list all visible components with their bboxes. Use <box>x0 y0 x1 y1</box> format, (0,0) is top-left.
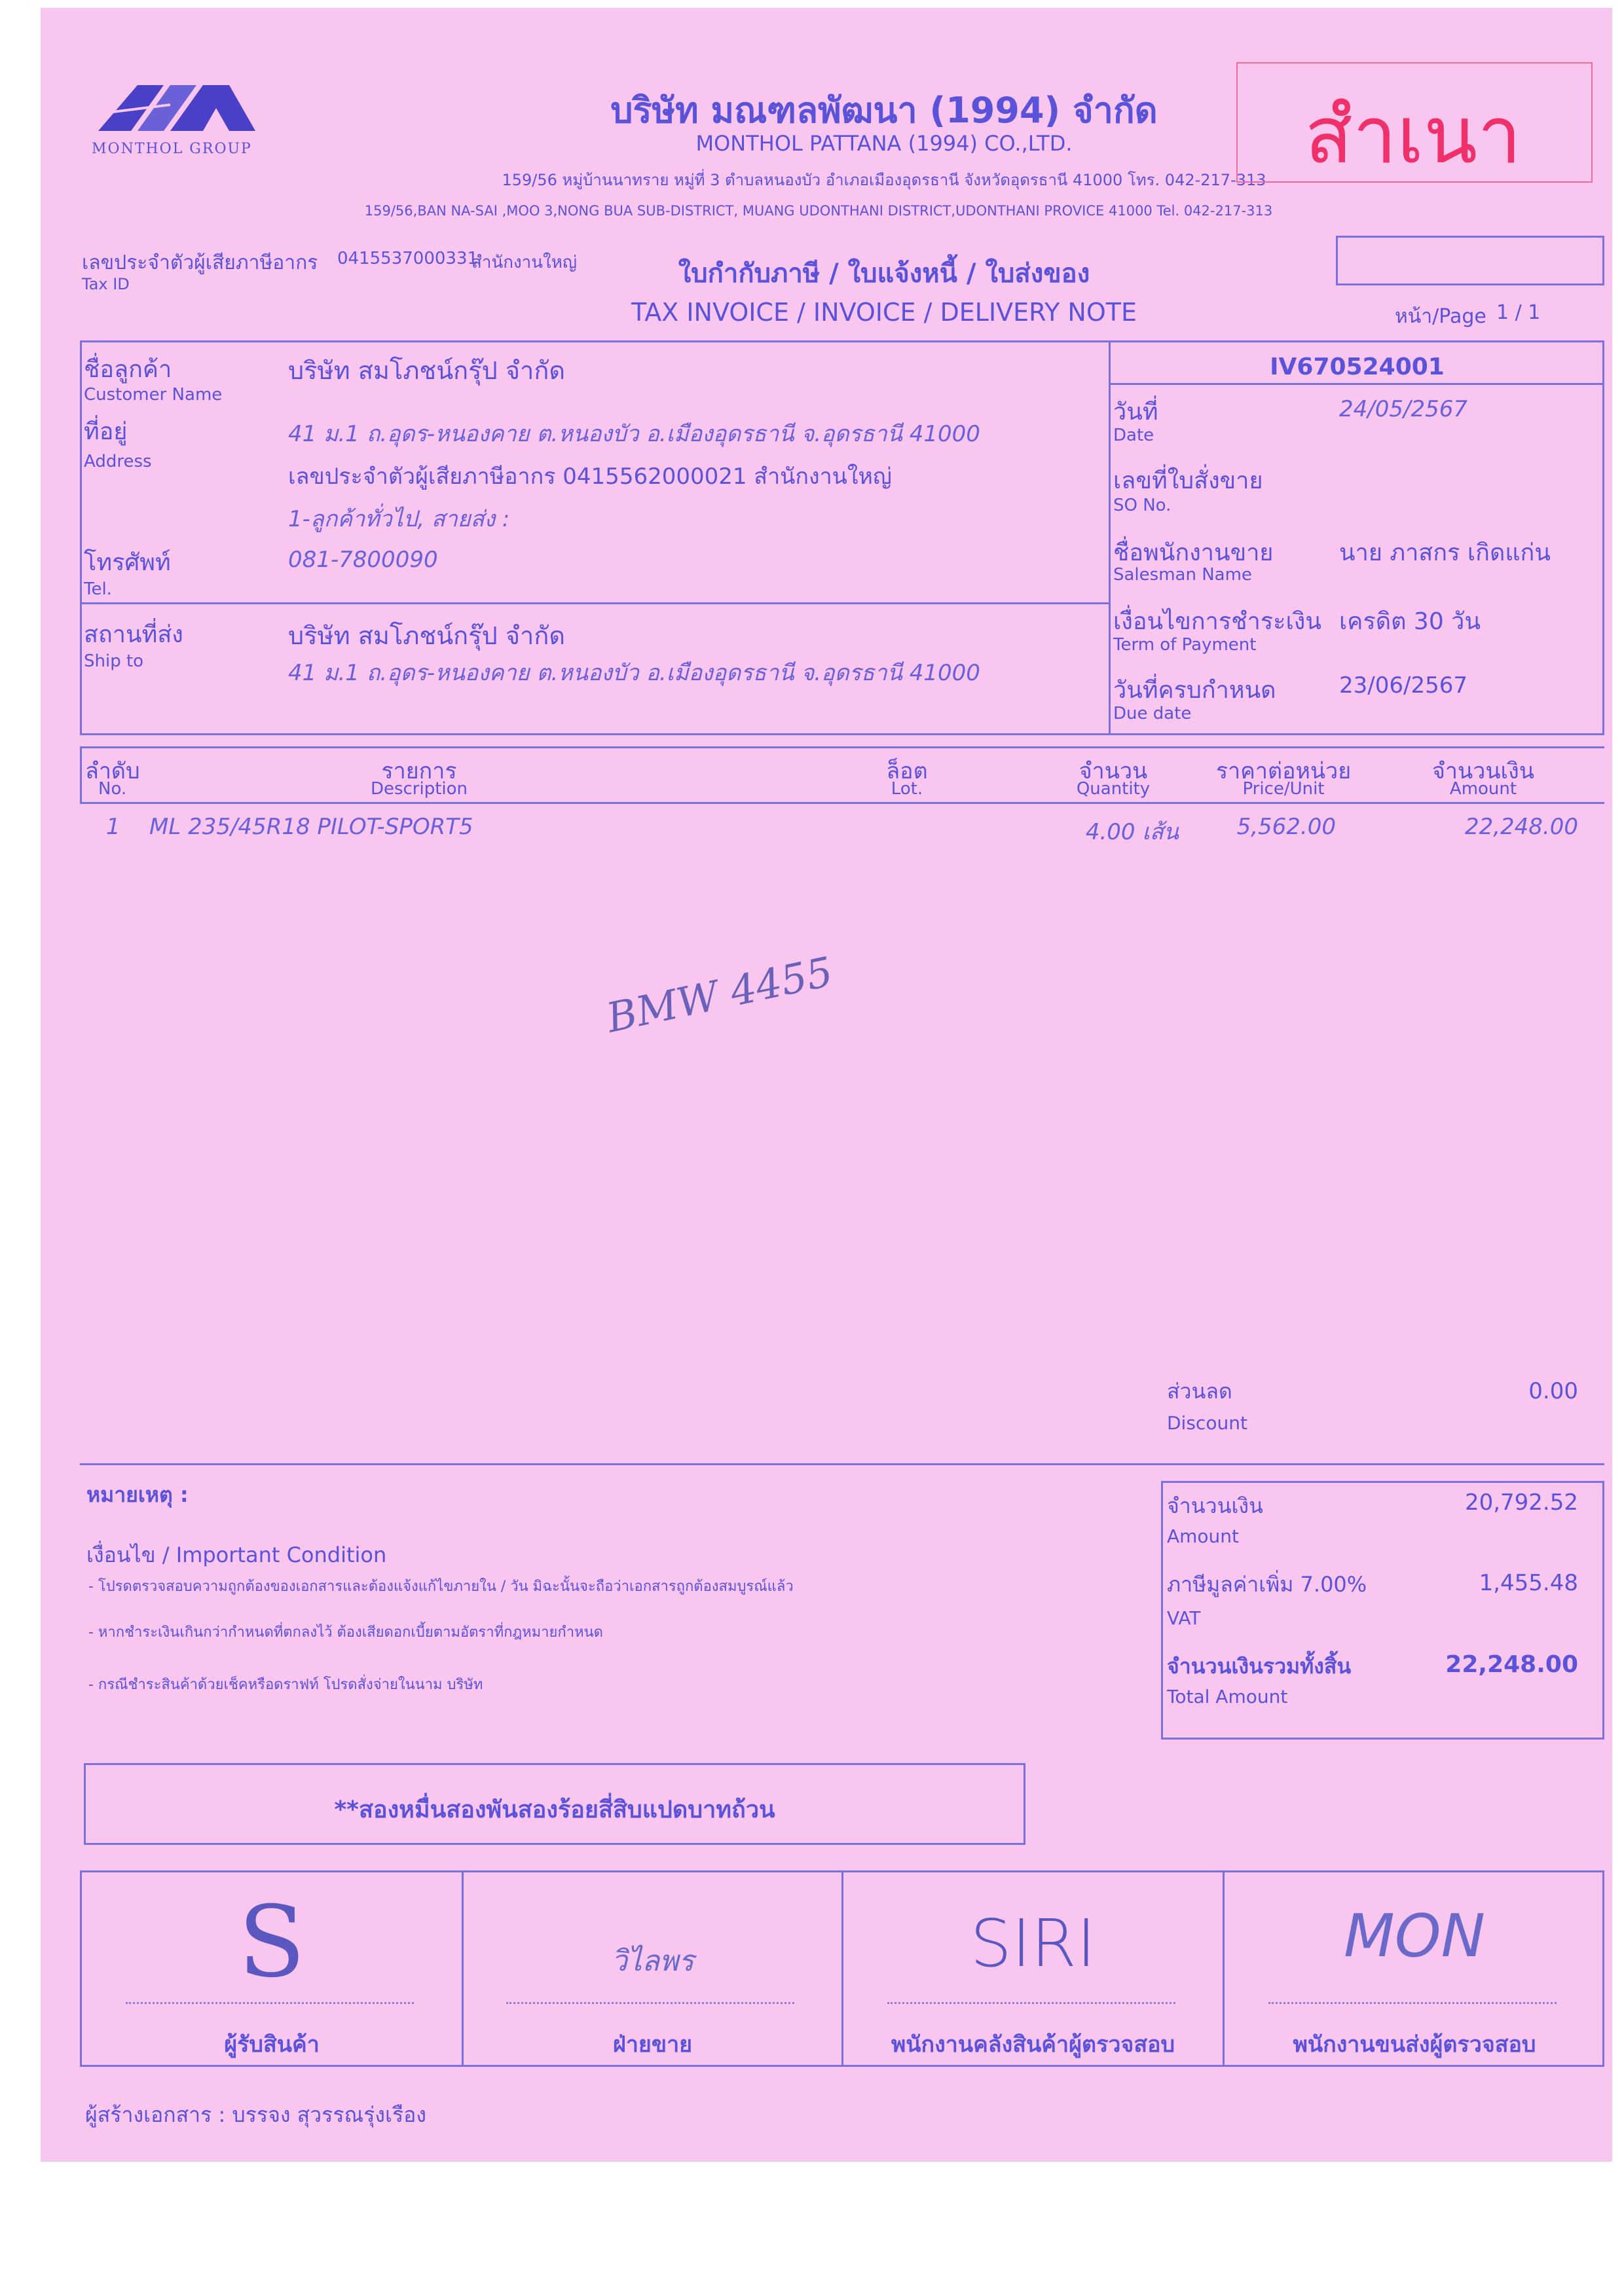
items-header-bottom <box>80 802 1604 804</box>
items-header-top <box>80 746 1604 748</box>
col-no-en: No. <box>98 779 127 799</box>
item-no: 1 <box>106 814 120 840</box>
discount-value: 0.00 <box>1528 1378 1578 1404</box>
ship-divider <box>80 602 1110 604</box>
col-qty-th: จำนวน <box>1079 758 1148 784</box>
col-lot-th: ล็อต <box>886 758 928 784</box>
customer-name-label-th: ชื่อลูกค้า <box>84 356 172 383</box>
doc-number: IV670524001 <box>1270 354 1445 380</box>
ship-label-en: Ship to <box>84 651 144 671</box>
item-description: ML 235/45R18 PILOT-SPORT5 <box>149 814 473 840</box>
sig-label-transport: พนักงานขนส่งผู้ตรวจสอบ <box>1293 2032 1536 2058</box>
col-qty-en: Quantity <box>1076 779 1151 799</box>
handwritten-note: BMW 4455 <box>602 947 837 1042</box>
company-logo-icon <box>92 79 255 151</box>
total-value: 22,248.00 <box>1445 1651 1578 1678</box>
date-label-th: วันที่ <box>1113 399 1158 426</box>
customer-tel: 081-7800090 <box>288 547 438 573</box>
term-label-th: เงื่อนไขการชำระเงิน <box>1113 608 1321 635</box>
company-name-en: MONTHOL PATTANA (1994) CO.,LTD. <box>695 131 1073 156</box>
tax-id-label-th: เลขประจำตัวผู้เสียภาษีอากร <box>82 251 318 274</box>
col-amount-en: Amount <box>1449 779 1517 799</box>
so-label-th: เลขที่ใบสั่งขาย <box>1113 467 1263 494</box>
salesman-label-en: Salesman Name <box>1113 565 1252 585</box>
ship-name: บริษัท สมโภชน์กรุ๊ป จำกัด <box>288 621 566 650</box>
sig-scrawl-4: MON <box>1344 1902 1485 1971</box>
customer-address-line1: 41 ม.1 ถ.อุดร-หนองคาย ต.หนองบัว อ.เมืองอุดรธานี จ.อุดรธานี 41000 <box>288 421 980 447</box>
items-header-left <box>80 746 82 804</box>
blank-box <box>1336 236 1604 285</box>
item-amount: 22,248.00 <box>1464 814 1578 840</box>
amount-in-words: **สองหมื่นสองพันสองร้อยสี่สิบแปดบาทถ้วน <box>334 1796 775 1823</box>
company-address-en: 159/56,BAN NA-SAI ,MOO 3,NONG BUA SUB-DISTRICT, MUANG UDONTHANI DISTRICT,UDONTHANI PROVICE 41000 Tel. 042-217-313 <box>364 203 1273 219</box>
date-value: 24/05/2567 <box>1339 396 1467 422</box>
address-label-en: Address <box>84 452 152 471</box>
due-label-th: วันที่ครบกำหนด <box>1113 677 1276 704</box>
tax-id-branch: สำนักงานใหญ่ <box>471 253 578 272</box>
total-label-th: จำนวนเงินรวมทั้งสิ้น <box>1167 1654 1352 1679</box>
condition-1: - โปรดตรวจสอบความถูกต้องของเอกสารและต้องแจ้งแก้ไขภายใน / วัน มิฉะนั้นจะถือว่าเอกสารถูกต้องสมบูรณ์แล้ว <box>88 1578 794 1595</box>
col-desc-th: รายการ <box>381 758 457 784</box>
condition-title: เงื่อนไข / Important Condition <box>86 1542 387 1567</box>
sig-scrawl-3: SIRI <box>970 1905 1096 1982</box>
col-price-th: ราคาต่อหน่วย <box>1215 758 1352 784</box>
col-price-en: Price/Unit <box>1242 779 1325 799</box>
amount-label-th: จำนวนเงิน <box>1167 1493 1263 1518</box>
vat-value: 1,455.48 <box>1479 1570 1578 1596</box>
due-value: 23/06/2567 <box>1339 672 1467 699</box>
condition-3: - กรณีชำระสินค้าด้วยเช็คหรือดราฟท์ โปรดสั่งจ่ายในนาม บริษัท <box>88 1677 483 1693</box>
sig-label-receiver: ผู้รับสินค้า <box>224 2032 320 2058</box>
vat-label-th: ภาษีมูลค่าเพิ่ม 7.00% <box>1167 1572 1367 1597</box>
company-address-th: 159/56 หมู่บ้านนาทราย หมู่ที่ 3 ตำบลหนองบัว อำเภอเมืองอุดรธานี จังหวัดอุดรธานี 41000 โทร. 042-217-313 <box>502 171 1266 189</box>
sig-line-3 <box>887 2002 1175 2004</box>
company-name-th: บริษัท มณฑลพัฒนา (1994) จำกัด <box>610 90 1158 131</box>
remarks-label: หมายเหตุ : <box>86 1482 189 1507</box>
document-creator: ผู้สร้างเอกสาร : บรรจง สุวรรณรุ่งเรือง <box>85 2102 426 2127</box>
docno-divider <box>1109 383 1604 385</box>
tax-id-label-en: Tax ID <box>82 275 130 293</box>
sig-line-2 <box>506 2002 794 2004</box>
discount-label-en: Discount <box>1167 1412 1247 1434</box>
address-label-th: ที่อยู่ <box>84 418 128 445</box>
discount-label-th: ส่วนลด <box>1167 1379 1232 1404</box>
doc-title-en: TAX INVOICE / INVOICE / DELIVERY NOTE <box>631 298 1137 327</box>
col-no-th: ลำดับ <box>85 758 140 784</box>
amount-label-en: Amount <box>1167 1525 1240 1547</box>
customer-name-label-en: Customer Name <box>84 385 223 405</box>
condition-2: - หากชำระเงินเกินกว่ากำหนดที่ตกลงไว้ ต้องเสียดอกเบี้ยตามอัตราที่กฎหมายกำหนด <box>88 1624 603 1641</box>
ship-label-th: สถานที่ส่ง <box>84 621 183 648</box>
term-value: เครดิต 30 วัน <box>1339 608 1481 635</box>
col-desc-en: Description <box>370 779 468 799</box>
vat-label-en: VAT <box>1167 1607 1201 1629</box>
sig-label-warehouse: พนักงานคลังสินค้าผู้ตรวจสอบ <box>891 2032 1175 2058</box>
ship-address: 41 ม.1 ถ.อุดร-หนองคาย ต.หนองบัว อ.เมืองอุดรธานี จ.อุดรธานี 41000 <box>288 660 980 686</box>
doc-title-th: ใบกำกับภาษี / ใบแจ้งหนี้ / ใบส่งของ <box>678 259 1090 289</box>
so-label-en: SO No. <box>1113 496 1172 515</box>
due-label-en: Due date <box>1113 704 1192 723</box>
summary-top-line <box>80 1463 1604 1465</box>
col-lot-en: Lot. <box>891 779 923 799</box>
customer-address-line2: เลขประจำตัวผู้เสียภาษีอากร 0415562000021 สำนักงานใหญ่ <box>288 464 892 490</box>
col-amount-th: จำนวนเงิน <box>1431 758 1535 784</box>
sig-line-1 <box>126 2002 414 2004</box>
item-price: 5,562.00 <box>1236 814 1336 840</box>
sig-label-sales: ฝ่ายขาย <box>612 2032 693 2058</box>
total-label-en: Total Amount <box>1167 1686 1288 1707</box>
customer-name: บริษัท สมโภชน์กรุ๊ป จำกัด <box>288 356 566 385</box>
sig-scrawl-2: วิไลพร <box>611 1944 694 1978</box>
date-label-en: Date <box>1113 426 1154 445</box>
customer-address-line3: 1-ลูกค้าทั่วไป, สายส่ง : <box>288 506 510 532</box>
sig-scrawl-1: S <box>238 1886 306 1999</box>
salesman-value: นาย ภาสกร เกิดแก่น <box>1339 539 1551 566</box>
term-label-en: Term of Payment <box>1113 635 1257 655</box>
tel-label-en: Tel. <box>84 579 112 599</box>
tax-id-value: 0415537000331 <box>337 249 479 268</box>
customer-divider <box>1109 340 1111 735</box>
tel-label-th: โทรศัพท์ <box>84 549 171 576</box>
amount-value: 20,792.52 <box>1464 1489 1578 1516</box>
copy-stamp-text: สำเนา <box>1304 90 1522 181</box>
logo-text: MONTHOL GROUP <box>92 141 252 157</box>
salesman-label-th: ชื่อพนักงานขาย <box>1113 539 1274 566</box>
sig-line-4 <box>1268 2002 1557 2004</box>
page-label: หน้า/Page <box>1395 305 1486 328</box>
page-value: 1 / 1 <box>1496 301 1541 324</box>
item-qty: 4.00 เส้น <box>1085 819 1179 845</box>
